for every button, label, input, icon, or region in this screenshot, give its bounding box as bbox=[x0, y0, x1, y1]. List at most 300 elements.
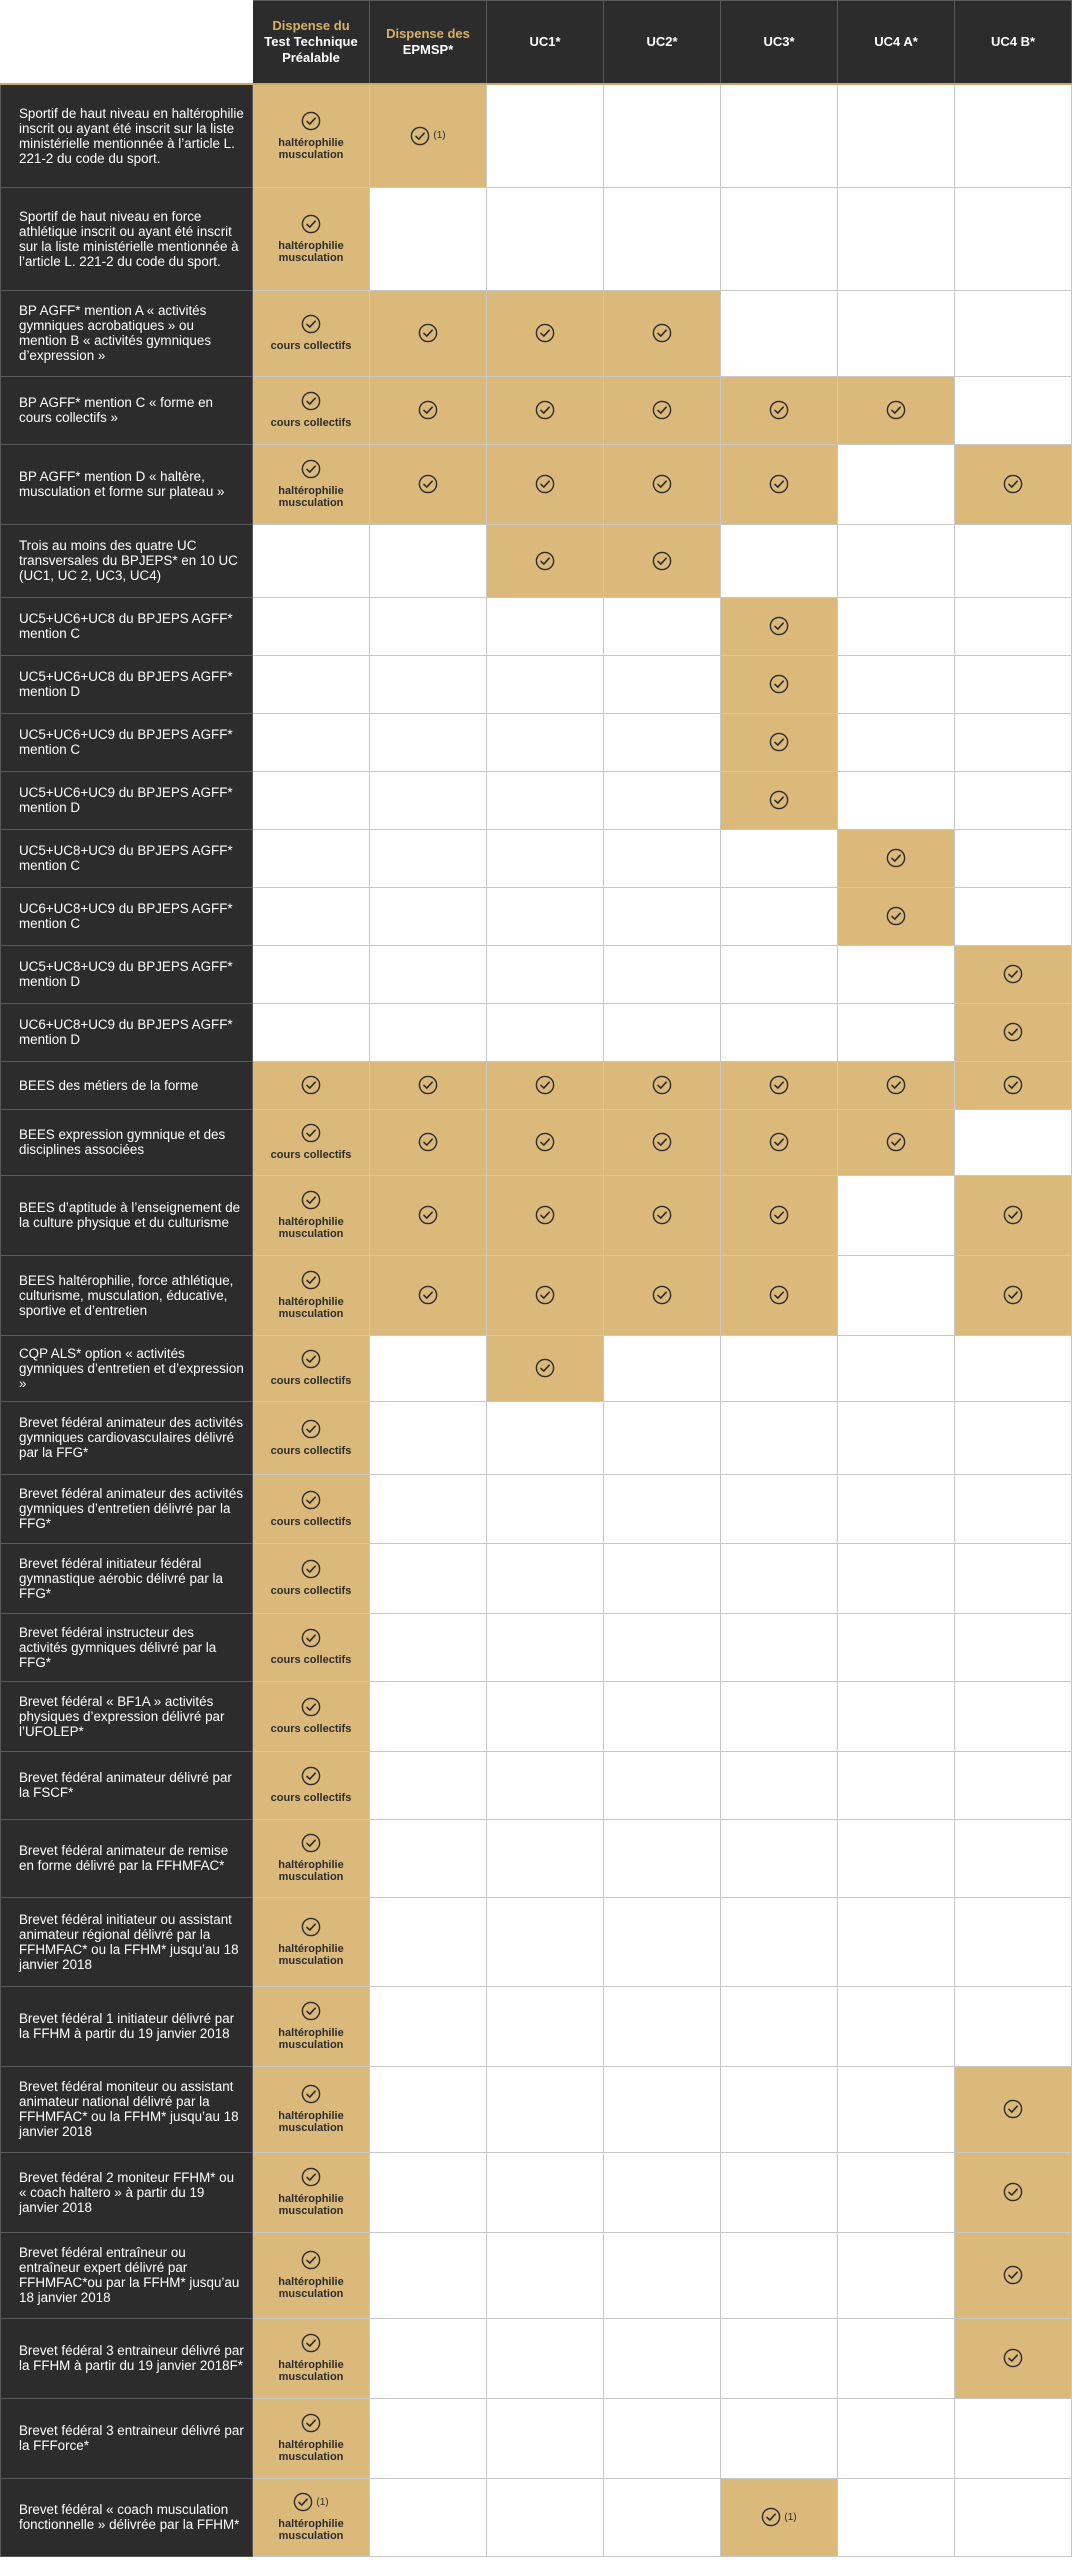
check-circle-icon bbox=[652, 400, 672, 420]
check-circle-icon bbox=[301, 1628, 321, 1648]
cell-empty bbox=[487, 1681, 604, 1751]
cell-empty bbox=[487, 771, 604, 829]
column-header-line: Dispense du bbox=[272, 18, 350, 33]
column-header-line: UC4 B* bbox=[990, 34, 1036, 49]
cell-caption: haltérophilie musculation bbox=[278, 1859, 344, 1883]
cell-caption: cours collectifs bbox=[270, 1149, 352, 1161]
cell-granted bbox=[370, 1175, 487, 1255]
cell-empty bbox=[955, 1897, 1072, 1986]
cell-empty bbox=[604, 1543, 721, 1613]
row-label: Brevet fédéral animateur délivré par la FSCF* bbox=[1, 1751, 253, 1819]
cell-granted bbox=[370, 290, 487, 376]
row-label: BEES des métiers de la forme bbox=[1, 1061, 253, 1109]
row-label: UC6+UC8+UC9 du BPJEPS AGFF* mention C bbox=[1, 887, 253, 945]
cell-empty bbox=[721, 2232, 838, 2318]
cell-empty bbox=[721, 1335, 838, 1401]
cell-empty bbox=[487, 829, 604, 887]
cell-granted bbox=[253, 2152, 370, 2232]
column-header-3 bbox=[604, 1, 721, 85]
cell-granted bbox=[487, 524, 604, 597]
check-circle-icon bbox=[769, 400, 789, 420]
table-row bbox=[1, 1543, 1072, 1613]
check-circle-icon bbox=[652, 1132, 672, 1152]
check-circle-icon bbox=[301, 1833, 321, 1853]
cell-granted bbox=[253, 1175, 370, 1255]
check-circle-icon bbox=[301, 214, 321, 234]
cell-empty bbox=[487, 945, 604, 1003]
cell-empty bbox=[955, 1401, 1072, 1474]
cell-granted bbox=[955, 1255, 1072, 1335]
cell-empty bbox=[838, 2152, 955, 2232]
cell-empty bbox=[487, 2398, 604, 2478]
cell-empty bbox=[721, 1751, 838, 1819]
row-label: Brevet fédéral animateur des activités gymniques d’entretien délivré par la FFG* bbox=[1, 1474, 253, 1543]
cell-empty bbox=[253, 1003, 370, 1061]
cell-granted bbox=[721, 1061, 838, 1109]
check-circle-icon bbox=[301, 2333, 321, 2353]
cell-granted bbox=[604, 524, 721, 597]
check-circle-icon bbox=[301, 1917, 321, 1937]
column-header-line: EPMSP* bbox=[402, 42, 454, 57]
cell-caption: cours collectifs bbox=[270, 340, 352, 352]
check-circle-icon bbox=[769, 674, 789, 694]
cell-granted bbox=[721, 2478, 838, 2556]
cell-empty bbox=[721, 290, 838, 376]
row-label: UC5+UC6+UC9 du BPJEPS AGFF* mention C bbox=[1, 713, 253, 771]
column-header-line: UC1* bbox=[529, 34, 561, 49]
check-circle-icon bbox=[535, 1285, 555, 1305]
footnote-marker: (1) bbox=[433, 130, 446, 142]
cell-empty bbox=[370, 2066, 487, 2152]
cell-granted bbox=[253, 1474, 370, 1543]
column-header-2 bbox=[487, 1, 604, 85]
cell-granted bbox=[487, 376, 604, 444]
cell-granted bbox=[721, 376, 838, 444]
row-label: Brevet fédéral entraîneur ou entraîneur expert délivré par FFHMFAC*ou par la FFHM* jusqu’au 18 janvier 2018 bbox=[1, 2232, 253, 2318]
cell-empty bbox=[487, 187, 604, 290]
check-circle-icon bbox=[301, 459, 321, 479]
cell-empty bbox=[721, 1474, 838, 1543]
check-circle-icon bbox=[301, 1075, 321, 1095]
check-circle-icon bbox=[301, 1490, 321, 1510]
cell-empty bbox=[370, 2398, 487, 2478]
cell-granted bbox=[838, 376, 955, 444]
cell-empty bbox=[721, 1986, 838, 2066]
cell-empty bbox=[487, 1986, 604, 2066]
cell-empty bbox=[838, 1255, 955, 1335]
table-row bbox=[1, 2478, 1072, 2556]
cell-granted bbox=[955, 1061, 1072, 1109]
cell-empty bbox=[604, 1335, 721, 1401]
cell-empty bbox=[487, 1401, 604, 1474]
check-circle-icon bbox=[301, 391, 321, 411]
cell-empty bbox=[838, 2478, 955, 2556]
table-row bbox=[1, 1751, 1072, 1819]
check-circle-icon bbox=[418, 1205, 438, 1225]
cell-empty bbox=[838, 444, 955, 524]
column-header-line: UC4 A* bbox=[874, 34, 918, 49]
cell-empty bbox=[838, 1819, 955, 1897]
column-header-1 bbox=[370, 1, 487, 85]
row-label: Brevet fédéral animateur de remise en forme délivré par la FFHMFAC* bbox=[1, 1819, 253, 1897]
check-circle-icon bbox=[769, 1132, 789, 1152]
row-label: UC5+UC6+UC8 du BPJEPS AGFF* mention C bbox=[1, 597, 253, 655]
table-row bbox=[1, 1003, 1072, 1061]
cell-empty bbox=[370, 1335, 487, 1401]
cell-empty bbox=[487, 713, 604, 771]
cell-granted bbox=[604, 1061, 721, 1109]
table-row bbox=[1, 655, 1072, 713]
table-row bbox=[1, 2318, 1072, 2398]
cell-granted bbox=[955, 2232, 1072, 2318]
cell-empty bbox=[487, 2318, 604, 2398]
cell-empty bbox=[487, 655, 604, 713]
row-label: Brevet fédéral « BF1A » activités physiques d’expression délivré par l’UFOLEP* bbox=[1, 1681, 253, 1751]
table-row bbox=[1, 1819, 1072, 1897]
check-circle-icon bbox=[535, 551, 555, 571]
cell-empty bbox=[604, 597, 721, 655]
cell-empty bbox=[604, 1986, 721, 2066]
cell-empty bbox=[604, 945, 721, 1003]
row-label: BP AGFF* mention A « activités gymniques acrobatiques » ou mention B « activités gymniques d’expression » bbox=[1, 290, 253, 376]
cell-empty bbox=[253, 597, 370, 655]
cell-empty bbox=[838, 524, 955, 597]
check-circle-icon bbox=[301, 1766, 321, 1786]
cell-empty bbox=[604, 1751, 721, 1819]
cell-empty bbox=[487, 1003, 604, 1061]
cell-granted bbox=[487, 1255, 604, 1335]
cell-granted bbox=[253, 1897, 370, 1986]
column-header-6 bbox=[955, 1, 1072, 85]
table-row bbox=[1, 887, 1072, 945]
cell-granted bbox=[253, 1986, 370, 2066]
table-row bbox=[1, 2232, 1072, 2318]
cell-granted bbox=[370, 1061, 487, 1109]
check-circle-icon bbox=[418, 400, 438, 420]
table-row bbox=[1, 1061, 1072, 1109]
cell-caption: cours collectifs bbox=[270, 1654, 352, 1666]
cell-empty bbox=[604, 713, 721, 771]
table-row bbox=[1, 1474, 1072, 1543]
cell-empty bbox=[838, 945, 955, 1003]
cell-caption: haltérophilie musculation bbox=[278, 2276, 344, 2300]
check-circle-icon bbox=[418, 1132, 438, 1152]
cell-empty bbox=[955, 829, 1072, 887]
check-circle-icon bbox=[301, 111, 321, 131]
cell-empty bbox=[370, 829, 487, 887]
column-header-line: UC2* bbox=[646, 34, 678, 49]
row-label: BEES expression gymnique et des disciplines associées bbox=[1, 1109, 253, 1175]
check-circle-icon bbox=[652, 474, 672, 494]
table-row bbox=[1, 1897, 1072, 1986]
cell-granted bbox=[253, 2066, 370, 2152]
cell-empty bbox=[838, 290, 955, 376]
cell-granted bbox=[721, 771, 838, 829]
cell-caption: haltérophilie musculation bbox=[278, 2439, 344, 2463]
cell-caption: cours collectifs bbox=[270, 1723, 352, 1735]
cell-empty bbox=[370, 713, 487, 771]
cell-granted bbox=[253, 187, 370, 290]
cell-empty bbox=[604, 2152, 721, 2232]
column-header-line: Préalable bbox=[282, 50, 340, 65]
cell-empty bbox=[604, 2066, 721, 2152]
check-circle-icon bbox=[769, 732, 789, 752]
cell-caption: haltérophilie musculation bbox=[278, 2027, 344, 2051]
row-label: Brevet fédéral 3 entraineur délivré par la FFForce* bbox=[1, 2398, 253, 2478]
cell-granted bbox=[604, 1255, 721, 1335]
check-circle-icon bbox=[301, 2413, 321, 2433]
cell-empty bbox=[604, 2478, 721, 2556]
cell-empty bbox=[487, 2232, 604, 2318]
table-row bbox=[1, 771, 1072, 829]
cell-caption: haltérophilie musculation bbox=[278, 136, 344, 161]
cell-granted bbox=[487, 1175, 604, 1255]
cell-granted bbox=[253, 1255, 370, 1335]
cell-empty bbox=[370, 597, 487, 655]
cell-granted bbox=[955, 1175, 1072, 1255]
cell-empty bbox=[721, 2152, 838, 2232]
cell-empty bbox=[604, 84, 721, 187]
cell-granted bbox=[838, 1109, 955, 1175]
row-label: UC5+UC8+UC9 du BPJEPS AGFF* mention C bbox=[1, 829, 253, 887]
cell-empty bbox=[955, 655, 1072, 713]
cell-empty bbox=[955, 771, 1072, 829]
cell-granted bbox=[370, 84, 487, 187]
row-label: Sportif de haut niveau en force athlétique inscrit ou ayant été inscrit sur la liste ministérielle mentionnée à l’article L. 221-2 du code du sport. bbox=[1, 187, 253, 290]
cell-caption: cours collectifs bbox=[270, 1585, 352, 1597]
cell-caption: cours collectifs bbox=[270, 1792, 352, 1804]
cell-empty bbox=[838, 1003, 955, 1061]
check-circle-icon bbox=[301, 1123, 321, 1143]
check-circle-icon bbox=[301, 1190, 321, 1210]
check-circle-icon bbox=[1003, 964, 1023, 984]
cell-empty bbox=[370, 1401, 487, 1474]
table-row bbox=[1, 829, 1072, 887]
check-circle-icon bbox=[886, 400, 906, 420]
row-label: BEES haltérophilie, force athlétique, culturisme, musculation, éducative, sportive et d’entretien bbox=[1, 1255, 253, 1335]
cell-empty bbox=[838, 771, 955, 829]
check-circle-icon bbox=[1003, 474, 1023, 494]
cell-caption: haltérophilie musculation bbox=[278, 485, 344, 509]
table-row bbox=[1, 187, 1072, 290]
table-row bbox=[1, 1335, 1072, 1401]
cell-granted bbox=[253, 1401, 370, 1474]
table-row bbox=[1, 713, 1072, 771]
check-circle-icon bbox=[769, 1285, 789, 1305]
check-circle-icon bbox=[1003, 2265, 1023, 2285]
cell-empty bbox=[838, 1751, 955, 1819]
cell-caption: haltérophilie musculation bbox=[278, 1216, 344, 1240]
cell-granted bbox=[721, 597, 838, 655]
cell-empty bbox=[838, 1897, 955, 1986]
cell-caption: cours collectifs bbox=[270, 1444, 352, 1457]
table-row bbox=[1, 2066, 1072, 2152]
cell-granted bbox=[253, 1335, 370, 1401]
cell-granted bbox=[253, 84, 370, 187]
table-row bbox=[1, 1109, 1072, 1175]
cell-granted bbox=[487, 1109, 604, 1175]
check-circle-icon bbox=[535, 400, 555, 420]
table-row bbox=[1, 376, 1072, 444]
cell-granted bbox=[253, 1061, 370, 1109]
row-label: Brevet fédéral animateur des activités gymniques cardiovasculaires délivré par la FFG* bbox=[1, 1401, 253, 1474]
cell-empty bbox=[487, 887, 604, 945]
check-circle-icon bbox=[293, 2492, 313, 2512]
row-label: BP AGFF* mention C « forme en cours collectifs » bbox=[1, 376, 253, 444]
cell-empty bbox=[487, 2478, 604, 2556]
cell-empty bbox=[838, 2066, 955, 2152]
table-row bbox=[1, 2152, 1072, 2232]
cell-empty bbox=[838, 1175, 955, 1255]
cell-granted bbox=[604, 376, 721, 444]
cell-empty bbox=[604, 1897, 721, 1986]
cell-empty bbox=[838, 187, 955, 290]
row-label: Brevet fédéral « coach musculation fonctionnelle » délivrée par la FFHM* bbox=[1, 2478, 253, 2556]
cell-empty bbox=[604, 2398, 721, 2478]
check-circle-icon bbox=[535, 1132, 555, 1152]
check-circle-icon bbox=[886, 1075, 906, 1095]
cell-empty bbox=[955, 1109, 1072, 1175]
check-circle-icon bbox=[301, 2084, 321, 2104]
row-label: Brevet fédéral initiateur ou assistant animateur régional délivré par la FFHMFAC* ou la FFHM* jusqu’au 18 janvier 2018 bbox=[1, 1897, 253, 1986]
cell-empty bbox=[487, 597, 604, 655]
check-circle-icon bbox=[301, 2001, 321, 2021]
cell-empty bbox=[370, 655, 487, 713]
row-label: Sportif de haut niveau en haltérophilie inscrit ou ayant été inscrit sur la liste ministérielle mentionnée à l’article L. 221-2 du code du sport. bbox=[1, 84, 253, 187]
cell-granted bbox=[955, 2066, 1072, 2152]
check-circle-icon bbox=[301, 314, 321, 334]
check-circle-icon bbox=[769, 616, 789, 636]
cell-empty bbox=[955, 2398, 1072, 2478]
table-row bbox=[1, 1681, 1072, 1751]
cell-empty bbox=[604, 1474, 721, 1543]
cell-empty bbox=[370, 1681, 487, 1751]
cell-granted bbox=[253, 1751, 370, 1819]
cell-empty bbox=[253, 524, 370, 597]
check-circle-icon bbox=[886, 1132, 906, 1152]
check-circle-icon bbox=[301, 1559, 321, 1579]
cell-empty bbox=[370, 1003, 487, 1061]
cell-empty bbox=[721, 829, 838, 887]
cell-empty bbox=[253, 887, 370, 945]
check-circle-icon bbox=[410, 126, 430, 146]
table-row bbox=[1, 524, 1072, 597]
check-circle-icon bbox=[769, 790, 789, 810]
cell-granted bbox=[253, 1613, 370, 1681]
check-circle-icon bbox=[301, 1270, 321, 1290]
cell-empty bbox=[721, 1543, 838, 1613]
cell-caption: haltérophilie musculation bbox=[278, 1942, 344, 1967]
cell-empty bbox=[370, 2152, 487, 2232]
check-circle-icon bbox=[301, 1349, 321, 1369]
cell-granted bbox=[253, 1819, 370, 1897]
cell-granted bbox=[721, 713, 838, 771]
check-circle-icon bbox=[652, 1285, 672, 1305]
cell-granted bbox=[253, 290, 370, 376]
check-circle-icon bbox=[1003, 1075, 1023, 1095]
check-circle-icon bbox=[652, 551, 672, 571]
cell-empty bbox=[370, 2232, 487, 2318]
check-circle-icon bbox=[301, 1697, 321, 1717]
cell-empty bbox=[370, 1986, 487, 2066]
cell-granted bbox=[253, 1109, 370, 1175]
footnote-marker: (1) bbox=[784, 2511, 797, 2523]
cell-empty bbox=[838, 655, 955, 713]
cell-empty bbox=[955, 187, 1072, 290]
cell-empty bbox=[604, 771, 721, 829]
cell-empty bbox=[604, 2318, 721, 2398]
cell-empty bbox=[370, 2318, 487, 2398]
cell-empty bbox=[604, 1819, 721, 1897]
row-label: Brevet fédéral instructeur des activités gymniques délivré par la FFG* bbox=[1, 1613, 253, 1681]
cell-empty bbox=[721, 2318, 838, 2398]
column-header-5 bbox=[838, 1, 955, 85]
cell-empty bbox=[370, 945, 487, 1003]
footnote-marker: (1) bbox=[316, 2496, 329, 2508]
row-label: CQP ALS* option « activités gymniques d’entretien et d’expression » bbox=[1, 1335, 253, 1401]
cell-empty bbox=[370, 2478, 487, 2556]
cell-empty bbox=[487, 1543, 604, 1613]
cell-granted bbox=[955, 1003, 1072, 1061]
check-circle-icon bbox=[535, 474, 555, 494]
cell-empty bbox=[838, 2398, 955, 2478]
cell-empty bbox=[370, 1543, 487, 1613]
cell-empty bbox=[370, 1474, 487, 1543]
check-circle-icon bbox=[418, 1075, 438, 1095]
cell-empty bbox=[721, 945, 838, 1003]
cell-empty bbox=[721, 2066, 838, 2152]
cell-empty bbox=[253, 713, 370, 771]
cell-empty bbox=[955, 1543, 1072, 1613]
check-circle-icon bbox=[769, 474, 789, 494]
cell-granted bbox=[487, 1061, 604, 1109]
table-row bbox=[1, 1175, 1072, 1255]
column-header-line: UC3* bbox=[763, 34, 795, 49]
check-circle-icon bbox=[652, 1075, 672, 1095]
cell-granted bbox=[604, 444, 721, 524]
cell-caption: haltérophilie musculation bbox=[278, 2359, 344, 2383]
row-label: BEES d’aptitude à l’enseignement de la culture physique et du culturisme bbox=[1, 1175, 253, 1255]
cell-granted bbox=[253, 2478, 370, 2556]
cell-empty bbox=[955, 2478, 1072, 2556]
cell-empty bbox=[838, 2318, 955, 2398]
row-label: UC5+UC6+UC8 du BPJEPS AGFF* mention D bbox=[1, 655, 253, 713]
cell-granted bbox=[838, 829, 955, 887]
check-circle-icon bbox=[535, 1075, 555, 1095]
table-row bbox=[1, 1255, 1072, 1335]
column-header-line: Test Technique bbox=[264, 34, 358, 49]
check-circle-icon bbox=[418, 474, 438, 494]
check-circle-icon bbox=[301, 1419, 321, 1439]
cell-empty bbox=[955, 1986, 1072, 2066]
cell-empty bbox=[487, 2066, 604, 2152]
check-circle-icon bbox=[535, 323, 555, 343]
cell-empty bbox=[721, 84, 838, 187]
check-circle-icon bbox=[1003, 1022, 1023, 1042]
header-corner bbox=[1, 1, 253, 85]
cell-empty bbox=[955, 84, 1072, 187]
check-circle-icon bbox=[652, 323, 672, 343]
cell-empty bbox=[604, 829, 721, 887]
cell-empty bbox=[721, 1613, 838, 1681]
cell-empty bbox=[955, 1819, 1072, 1897]
cell-empty bbox=[487, 84, 604, 187]
check-circle-icon bbox=[1003, 1205, 1023, 1225]
cell-granted bbox=[253, 1543, 370, 1613]
cell-granted bbox=[604, 290, 721, 376]
cell-empty bbox=[721, 1681, 838, 1751]
cell-empty bbox=[370, 887, 487, 945]
